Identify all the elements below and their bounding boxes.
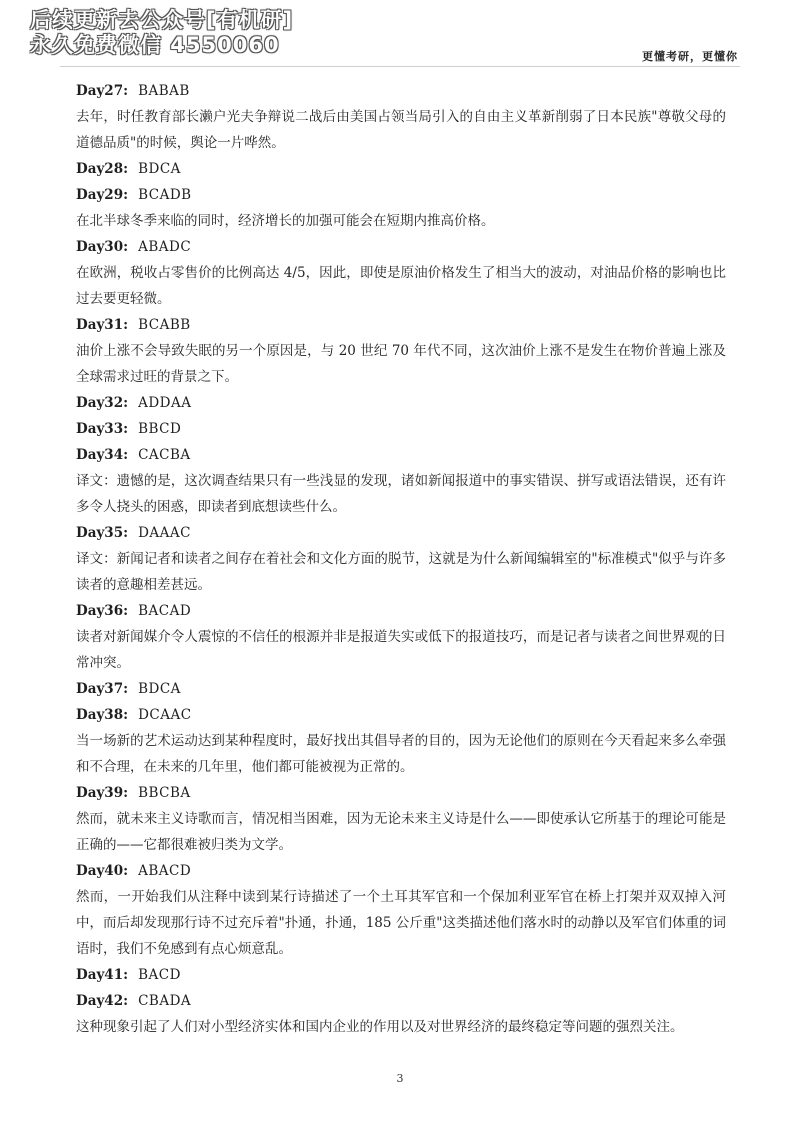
- day-label: Day29:: [76, 187, 129, 203]
- day-note: 在欧洲，税收占零售价的比例高达 4/5，因此，即使是原油价格发生了相当大的波动，对油品价格的影响也比过去要更轻微。: [76, 265, 726, 307]
- entry-day39: [76, 780, 726, 858]
- day-label: Day28:: [76, 161, 129, 177]
- day-note: 然而，一开始我们从注释中读到某行诗描述了一个土耳其军官和一个保加利亚军官在桥上打架并双双掉入河中，而后却发现那行诗不过充斥着"扑通，扑通，185 公斤重"这类描述他们落水时的动静以及军官们体重的词语时，我们不免感到有点心烦意乱。: [76, 889, 726, 957]
- entry-day41: [76, 962, 726, 988]
- entry-day42: [76, 988, 726, 1040]
- day-answers: ABACD: [138, 863, 192, 879]
- header-slogan: 更懂考研，更懂你: [642, 50, 738, 63]
- day-answers: ABADC: [138, 239, 192, 255]
- day-label: Day33:: [76, 421, 129, 437]
- entry-day31: [76, 312, 726, 390]
- day-answers: BCABB: [138, 317, 191, 333]
- day-note: 译文：遗憾的是，这次调查结果只有一些浅显的发现，诸如新闻报道中的事实错误、拼写或语法错误，还有许多令人挠头的困惑，即读者到底想读些什么。: [76, 473, 726, 515]
- day-label: Day36:: [76, 603, 129, 619]
- day-answers: BCADB: [138, 187, 192, 203]
- day-label: Day35:: [76, 525, 129, 541]
- entry-day27: [76, 78, 726, 156]
- day-note: 译文：新闻记者和读者之间存在着社会和文化方面的脱节，这就是为什么新闻编辑室的"标准模式"似乎与许多读者的意趣相差甚远。: [76, 551, 726, 593]
- day-label: Day42:: [76, 993, 129, 1009]
- day-note: 读者对新闻媒介令人震惊的不信任的根源并非是报道失实或低下的报道技巧，而是记者与读者之间世界观的日常冲突。: [76, 629, 726, 671]
- entry-day40: [76, 858, 726, 962]
- day-label: Day40:: [76, 863, 129, 879]
- day-answers: BBCD: [138, 421, 182, 437]
- entry-day34: [76, 442, 726, 520]
- header-divider: [60, 66, 740, 67]
- watermark: [30, 8, 330, 58]
- entry-day30: [76, 234, 726, 312]
- watermark-line-2: 永久免费微信 4550060: [30, 33, 280, 57]
- day-label: Day37:: [76, 681, 129, 697]
- day-note: 油价上涨不会导致失眠的另一个原因是，与 20 世纪 70 年代不同，这次油价上涨不是发生在物价普遍上涨及全球需求过旺的背景之下。: [76, 343, 726, 385]
- day-label: Day34:: [76, 447, 129, 463]
- day-note: 去年，时任教育部长濑户光夫争辩说二战后由美国占领当局引入的自由主义革新削弱了日本民族"尊敬父母的道德品质"的时候，舆论一片哗然。: [76, 109, 726, 151]
- day-label: Day39:: [76, 785, 129, 801]
- watermark-line-1: 后续更新去公众号[有机研]: [30, 8, 294, 32]
- day-answers: BBCBA: [138, 785, 191, 801]
- day-answers: BACAD: [138, 603, 192, 619]
- day-label: Day27:: [76, 83, 129, 99]
- entry-day32: [76, 390, 726, 416]
- day-answers: CACBA: [138, 447, 191, 463]
- day-label: Day30:: [76, 239, 129, 255]
- day-note: 这种现象引起了人们对小型经济实体和国内企业的作用以及对世界经济的最终稳定等问题的强烈关注。: [76, 1019, 684, 1035]
- day-label: Day32:: [76, 395, 129, 411]
- entry-day35: [76, 520, 726, 598]
- entry-day33: [76, 416, 726, 442]
- day-note: 然而，就未来主义诗歌而言，情况相当困难，因为无论未来主义诗是什么——即使承认它所基于的理论可能是正确的——它都很难被归类为文学。: [76, 811, 726, 853]
- entry-day28: [76, 156, 726, 182]
- entry-day38: [76, 702, 726, 780]
- answer-list: [76, 78, 726, 1040]
- page-number: 3: [396, 1072, 404, 1085]
- day-answers: BDCA: [138, 681, 181, 697]
- day-answers: BABAB: [138, 83, 190, 99]
- day-note: 在北半球冬季来临的同时，经济增长的加强可能会在短期内推高价格。: [76, 213, 495, 229]
- day-answers: DCAAC: [138, 707, 192, 723]
- day-label: Day38:: [76, 707, 129, 723]
- day-label: Day31:: [76, 317, 129, 333]
- day-answers: BACD: [138, 967, 181, 983]
- day-answers: BDCA: [138, 161, 181, 177]
- entry-day37: [76, 676, 726, 702]
- day-answers: ADDAA: [138, 395, 192, 411]
- entry-day29: [76, 182, 726, 234]
- day-answers: DAAAC: [138, 525, 191, 541]
- day-answers: CBADA: [138, 993, 192, 1009]
- entry-day36: [76, 598, 726, 676]
- day-label: Day41:: [76, 967, 129, 983]
- day-note: 当一场新的艺术运动达到某种程度时，最好找出其倡导者的目的，因为无论他们的原则在今天看起来多么牵强和不合理，在未来的几年里，他们都可能被视为正常的。: [76, 733, 726, 775]
